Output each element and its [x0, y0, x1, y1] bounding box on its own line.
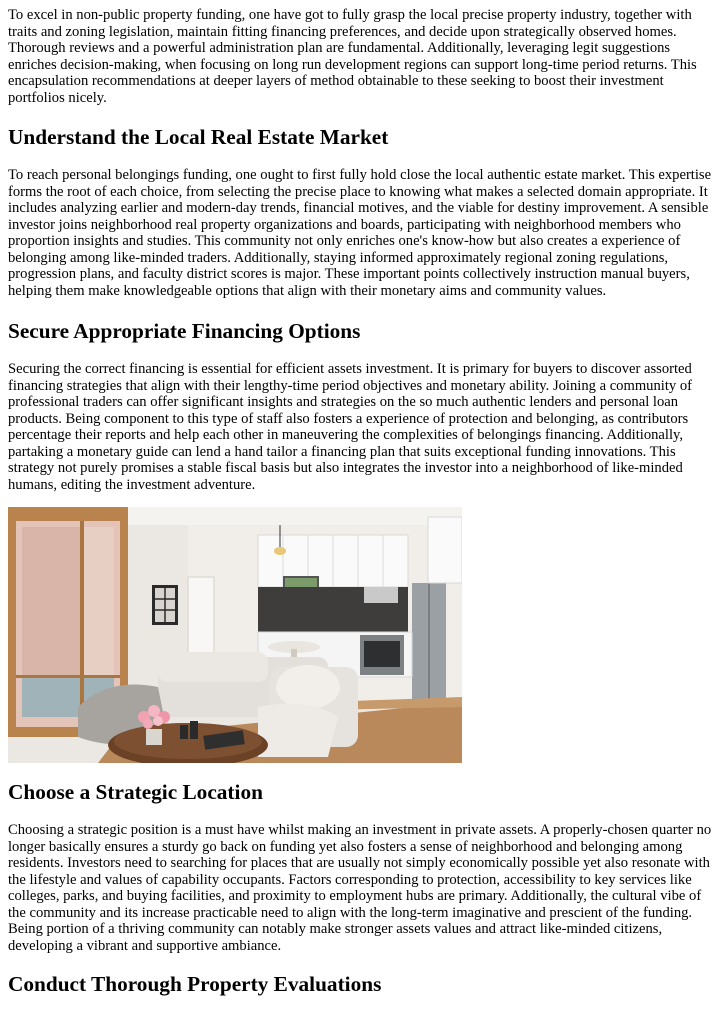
- intro-paragraph: To excel in non-public property funding, one have got to fully grasp the local precise property industry, together with traits and zoning legislation, maintain fitting financing preferences, and decide upon strategically observed homes. Thorough reviews and a powerful administration plan are fundamental. Additionally, leveraging legit suggestions enriches decision-making, when focusing on long run development regions can support long-time period returns. This encapsulation recommendations at deeper layers of method obtainable to these seeking to boost their investment portfolios nicely.: [8, 7, 697, 106]
- paragraph-location: Choosing a strategic position is a must have whilst making an investment in private assets. A properly-chosen quarter no longer basically ensures a sturdy go back on funding yet also fosters a sense of neighborhood and belonging among residents. Investors need to searching for places that are usually not simply economically possible yet also resonate with the lifestyle and values of capability occupants. Factors corresponding to protection, accessibility to key services like colleges, parks, and buying facilities, and proximity to employment hubs are primary. Additionally, the cultural vibe of the community and its increase practicable need to align with the long-term imaginative and prescient of the funding. Being portion of a thriving community can notably make stronger assets values and attract like-minded citizens, developing a vibrant and supportive ambiance.: [8, 822, 712, 954]
- living-room-photo: [8, 507, 462, 763]
- heading-location: Choose a Strategic Location: [8, 780, 263, 804]
- living-room-illustration: [8, 507, 462, 763]
- heading-local-market: Understand the Local Real Estate Market: [8, 125, 389, 149]
- paragraph-local-market: To reach personal belongings funding, one ought to first fully hold close the local authentic estate market. This expertise forms the root of each choice, from selecting the precise place to knowing what makes a selected domain appropriate. It includes analyzing earlier and modern-day trends, financial motives, and the viable for destiny improvement. A sensible investor joins neighborhood real property organizations and boards, participating with neighborhood members who proportion insights and studies. This community not only enriches one's know-how but also creates a experience of belonging among like-minded traders. Additionally, staying informed approximately regional zoning regulations, progression plans, and faculty district scores is major. These important points collectively instruction manual buyers, helping them make knowledgeable options that align with their monetary aims and community values.: [8, 167, 712, 299]
- heading-evaluations: Conduct Thorough Property Evaluations: [8, 972, 382, 996]
- paragraph-financing: Securing the correct financing is essential for efficient assets investment. It is primary for buyers to discover assorted financing strategies that align with their lengthy-time period objectives and monetary ability. Joining a community of professional traders can offer significant insights and strategies on the so much authentic lenders and personal loan products. Being component to this type of staff also fosters a experience of protection and belonging, as contributors percentage their reports and help each other in maneuvering the complexities of belongings financing. Additionally, partaking a monetary guide can lend a hand tailor a financing plan that suits exceptional funding innovations. This strategy not purely promises a stable fiscal basis but also integrates the investor into a neighborhood of like-minded humans, editing the investment adventure.: [8, 361, 692, 493]
- heading-financing: Secure Appropriate Financing Options: [8, 319, 361, 343]
